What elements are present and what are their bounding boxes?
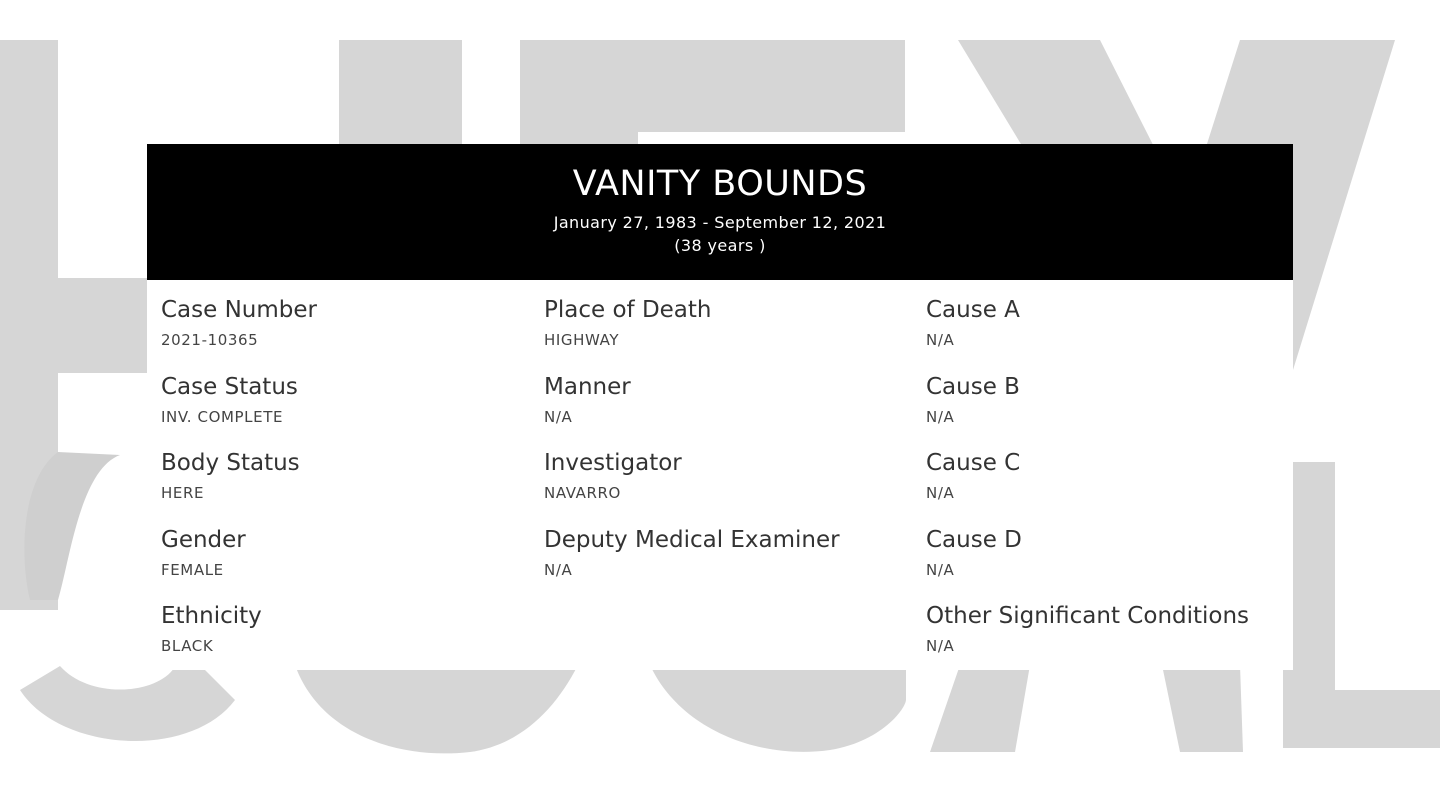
field-label: Place of Death <box>544 297 712 323</box>
field-value: INV. COMPLETE <box>161 407 284 426</box>
field-label: Manner <box>544 373 631 400</box>
field-body-status <box>161 433 541 510</box>
field-cause-c <box>926 433 1306 510</box>
field-manner <box>544 357 924 434</box>
field-value: N/A <box>926 637 955 655</box>
details-column-1 <box>161 280 541 663</box>
field-gender <box>161 510 541 587</box>
field-label: Ethnicity <box>161 603 262 629</box>
field-value: 2021-10365 <box>161 331 259 349</box>
field-label: Cause C <box>926 450 1021 476</box>
field-value: N/A <box>926 484 955 502</box>
field-value: FEMALE <box>161 560 224 579</box>
field-label: Cause A <box>926 297 1020 323</box>
field-value: N/A <box>926 331 955 349</box>
field-value: N/A <box>926 407 955 426</box>
record-header <box>147 144 1293 280</box>
field-value: HERE <box>161 484 205 502</box>
details-column-2 <box>544 280 924 586</box>
field-other-significant-conditions <box>926 586 1306 663</box>
field-value: NAVARRO <box>544 484 621 502</box>
field-label: Other Significant Conditions <box>926 603 1250 629</box>
field-value: N/A <box>926 560 955 579</box>
field-label: Case Number <box>161 297 317 323</box>
field-label: Case Status <box>161 373 298 400</box>
field-label: Deputy Medical Examiner <box>544 526 840 553</box>
decedent-name: VANITY BOUNDS <box>572 164 868 204</box>
field-label: Cause B <box>926 373 1020 400</box>
field-investigator <box>544 433 924 510</box>
field-label: Body Status <box>161 450 300 476</box>
record-details <box>147 280 1293 670</box>
record-card <box>147 144 1293 670</box>
field-value: N/A <box>544 407 573 426</box>
field-label: Cause D <box>926 526 1022 553</box>
field-value: N/A <box>544 560 573 579</box>
life-dates: January 27, 1983 - September 12, 2021 <box>553 213 887 232</box>
field-place-of-death <box>544 280 924 357</box>
field-value: HIGHWAY <box>544 331 620 349</box>
field-label: Gender <box>161 526 246 553</box>
details-column-3 <box>926 280 1306 663</box>
field-cause-a <box>926 280 1306 357</box>
field-case-number <box>161 280 541 357</box>
field-case-status <box>161 357 541 434</box>
field-label: Investigator <box>544 450 682 476</box>
field-value: BLACK <box>161 637 214 655</box>
field-cause-b <box>926 357 1306 434</box>
field-deputy-medical-examiner <box>544 510 924 587</box>
field-cause-d <box>926 510 1306 587</box>
field-ethnicity <box>161 586 541 663</box>
age: (38 years ) <box>674 236 766 255</box>
